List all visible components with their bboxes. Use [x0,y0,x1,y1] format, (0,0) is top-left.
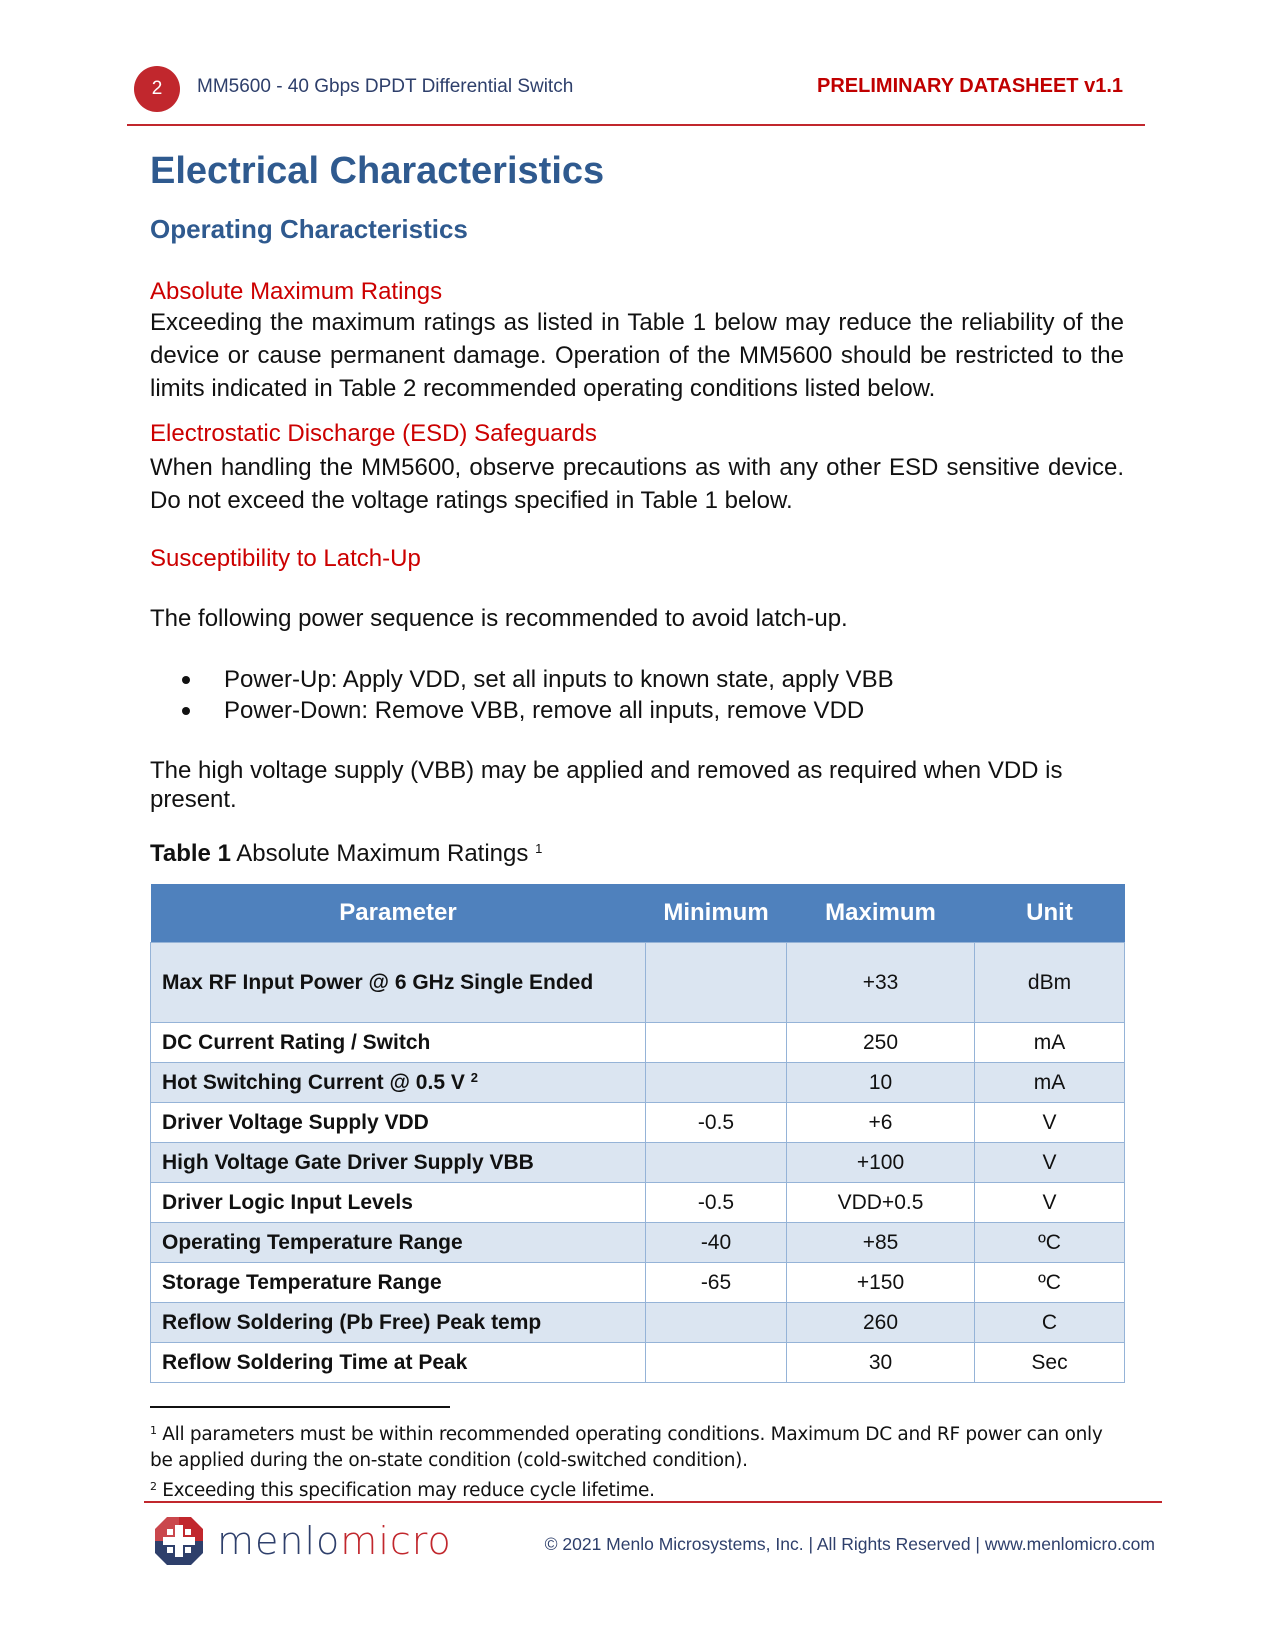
cell-minimum [646,1303,787,1343]
cell-maximum: VDD+0.5 [787,1183,975,1223]
cell-parameter: Hot Switching Current @ 0.5 V $^2$ [151,1063,646,1103]
column-header-maximum: Maximum [787,884,975,943]
amr-paragraph: Exceeding the maximum ratings as listed in Table 1 below may reduce the reliability of the device or cause permanent damage. Operation of the MM5600 should be restricted to the limits indicated in Table 2 recommended operating conditions listed below. [150,309,1124,402]
cell-unit: Sec [975,1343,1125,1383]
subsection-title: Operating Characteristics [150,214,468,244]
cell-unit: ºC [975,1263,1125,1303]
cell-parameter: High Voltage Gate Driver Supply VBB [151,1143,646,1183]
table-row [151,1303,1125,1343]
cell-parameter: Driver Logic Input Levels [151,1183,646,1223]
page-number-badge: 2 [134,66,180,112]
table-caption [150,840,542,868]
cell-minimum: -65 [646,1263,787,1303]
cell-maximum: +33 [787,943,975,1023]
logo-wordmark: menlomicro [217,1519,452,1563]
cell-parameter: Reflow Soldering (Pb Free) Peak temp [151,1303,646,1343]
table-caption-label: Table 1 [150,840,231,867]
table-row [151,1223,1125,1263]
esd-paragraph: When handling the MM5600, observe precautions as with any other ESD sensitive device. Do not exceed the voltage ratings specified in Table 1 below. [150,454,1124,514]
cell-minimum: -0.5 [646,1183,787,1223]
cell-unit: dBm [975,943,1125,1023]
cell-unit: V [975,1183,1125,1223]
cell-parameter: Operating Temperature Range [151,1223,646,1263]
footer-divider [144,1501,1162,1503]
cell-minimum [646,943,787,1023]
bullet-icon [182,676,190,684]
cell-unit: C [975,1303,1125,1343]
cell-minimum [646,1023,787,1063]
cell-maximum: +85 [787,1223,975,1263]
column-header-unit: Unit [975,884,1125,943]
list-item: Power-Up: Apply VDD, set all inputs to known state, apply VBB [178,664,894,695]
cell-parameter: Storage Temperature Range [151,1263,646,1303]
copyright-notice: © 2021 Menlo Microsystems, Inc. | All Rights Reserved | www.menlomicro.com [544,1534,1155,1554]
table-row [151,1343,1125,1383]
table-row [151,1143,1125,1183]
cell-parameter: DC Current Rating / Switch [151,1023,646,1063]
cell-unit: V [975,1103,1125,1143]
cell-unit: V [975,1143,1125,1183]
table-row [151,1103,1125,1143]
table-caption-text: Absolute Maximum Ratings [236,840,529,867]
table-row [151,943,1125,1023]
menlomicro-logo [153,1512,452,1570]
power-sequence-list [178,664,894,726]
footnote: $^1$ All parameters must be within recommended operating conditions. Maximum DC and RF power can only be applied during the on-state condition (cold-switched condition). [150,1424,1103,1471]
table-row [151,1023,1125,1063]
latchup-heading: Susceptibility to Latch-Up [150,545,421,572]
absolute-maximum-ratings-table [150,884,1125,1383]
cell-minimum [646,1143,787,1183]
datasheet-status: PRELIMINARY DATASHEET v1.1 [817,75,1123,97]
header-divider [127,124,1145,126]
cell-maximum: 250 [787,1023,975,1063]
section-title: Electrical Characteristics [150,150,605,192]
footnote: $^2$ Exceeding this specification may reduce cycle lifetime. [150,1480,655,1501]
amr-heading: Absolute Maximum Ratings [150,278,443,305]
logo-mark-icon [153,1515,205,1567]
cell-parameter: Max RF Input Power @ 6 GHz Single Ended [151,943,646,1023]
cell-minimum: -0.5 [646,1103,787,1143]
cell-maximum: 10 [787,1063,975,1103]
cell-minimum [646,1343,787,1383]
bullet-icon [182,707,190,715]
esd-heading: Electrostatic Discharge (ESD) Safeguards [150,420,597,447]
list-item: Power-Down: Remove VBB, remove all inputs, remove VDD [178,695,894,726]
cell-minimum: -40 [646,1223,787,1263]
table-row [151,1263,1125,1303]
cell-parameter: Driver Voltage Supply VDD [151,1103,646,1143]
footnote-ref: 2 [470,1070,478,1085]
footnote-separator [150,1406,450,1408]
latchup-intro: The following power sequence is recommended to avoid latch-up. [150,605,848,632]
cell-unit: mA [975,1023,1125,1063]
cell-maximum: +100 [787,1143,975,1183]
cell-unit: ºC [975,1223,1125,1263]
cell-parameter: Reflow Soldering Time at Peak [151,1343,646,1383]
cell-maximum: +6 [787,1103,975,1143]
footnotes [150,1418,1130,1504]
cell-maximum: 260 [787,1303,975,1343]
column-header-parameter: Parameter [151,884,646,943]
document-title: MM5600 - 40 Gbps DPDT Differential Switch [197,76,574,97]
vbb-paragraph: The high voltage supply (VBB) may be applied and removed as required when VDD is present. [150,757,1063,813]
table-header-row [151,884,1125,943]
table-row [151,1063,1125,1103]
table-row [151,1183,1125,1223]
cell-unit: mA [975,1063,1125,1103]
cell-maximum: +150 [787,1263,975,1303]
cell-maximum: 30 [787,1343,975,1383]
column-header-minimum: Minimum [646,884,787,943]
footnote-ref: 1 [535,841,543,856]
cell-minimum [646,1063,787,1103]
